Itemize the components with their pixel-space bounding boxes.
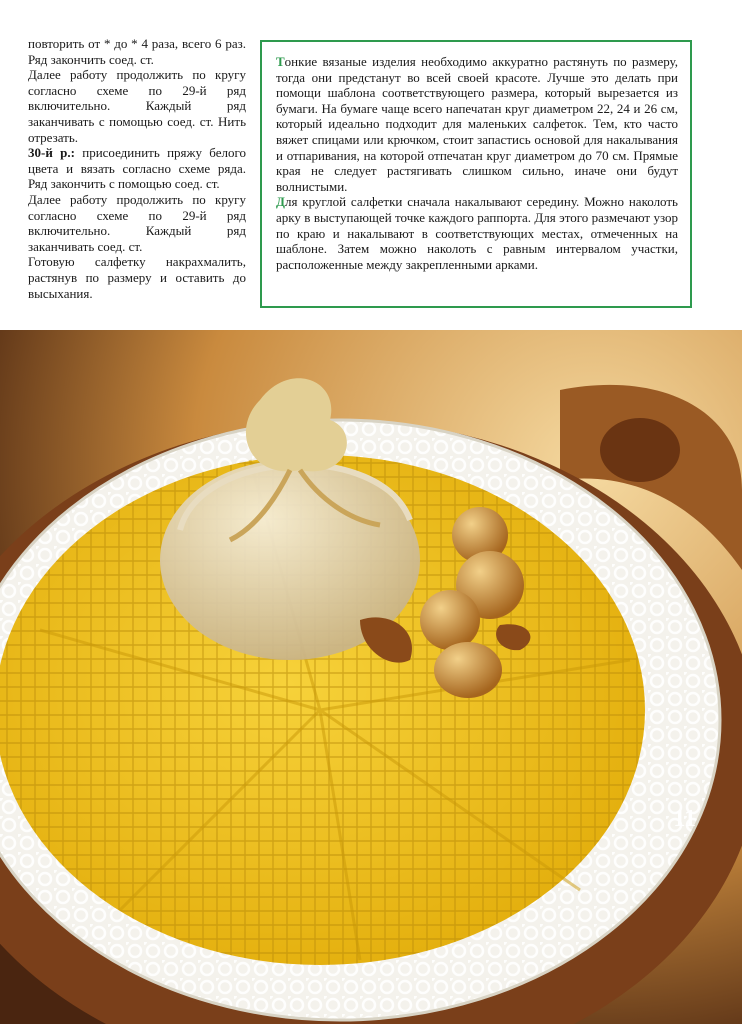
- instruction-paragraph: Готовую салфетку накрахмалить, растянув по размеру и оставить до высыхания.: [28, 254, 246, 301]
- tip-text: онкие вязаные изделия необходимо аккуратно растянуть по размеру, тогда они предстанут во всей своей красоте. Лучше это делать при помощи шаблона соответствующего размера, который вырезается из бумаги. На бумаге чаще всего напечатан круг диаметром 22, 24 и 26 см, который идеально подходит для маленьких салфеток. Тем, кто часто вяжет спицами или крючком, стоит запастись основой для накалывания и отпаривания, на которой отпечатан круг диаметром до 70 см. Прямые края не следует растягивать слишком сильно, иначе они будут волнистыми.: [276, 54, 678, 194]
- tip-initial: Т: [276, 54, 285, 69]
- tip-box: [260, 40, 692, 308]
- row-label: 30-й р.:: [28, 145, 75, 161]
- doily-photo-illustration: [0, 330, 742, 1024]
- tip-paragraph: [276, 194, 678, 272]
- instructions-column: [28, 36, 246, 301]
- tip-paragraph: [276, 54, 678, 194]
- doily-photo: [0, 330, 742, 1024]
- instruction-paragraph: Далее работу продолжить по кругу согласно схеме по 29-й ряд включительно. Каждый ряд заканчивать с помощью соед. ст. Нить отрезать.: [28, 67, 246, 145]
- instruction-paragraph: повторить от * до * 4 раза, всего 6 раз. Ряд закончить соед. ст.: [28, 36, 246, 67]
- instruction-paragraph: Далее работу продолжить по кругу согласно схеме по 29-й ряд включительно. Каждый ряд заканчивать соед. ст.: [28, 191, 246, 254]
- instruction-paragraph-row30: [28, 145, 246, 192]
- page-number: 11: [673, 806, 696, 832]
- row-text: присоединить пряжу белого цвета и вязать согласно схеме ряда. Ряд закончить с помощью соед. ст.: [28, 145, 246, 192]
- tip-text: ля круглой салфетки сначала накалывают середину. Можно наколоть арку в выступающей точке каждого раппорта. Для этого размечают узор по краю и накалывают в соответствующих местах, отмеченных на шаблоне. Затем можно наколоть с равным интервалом участки, расположенные между закрепленными арками.: [276, 194, 678, 272]
- tip-initial: Д: [276, 194, 285, 210]
